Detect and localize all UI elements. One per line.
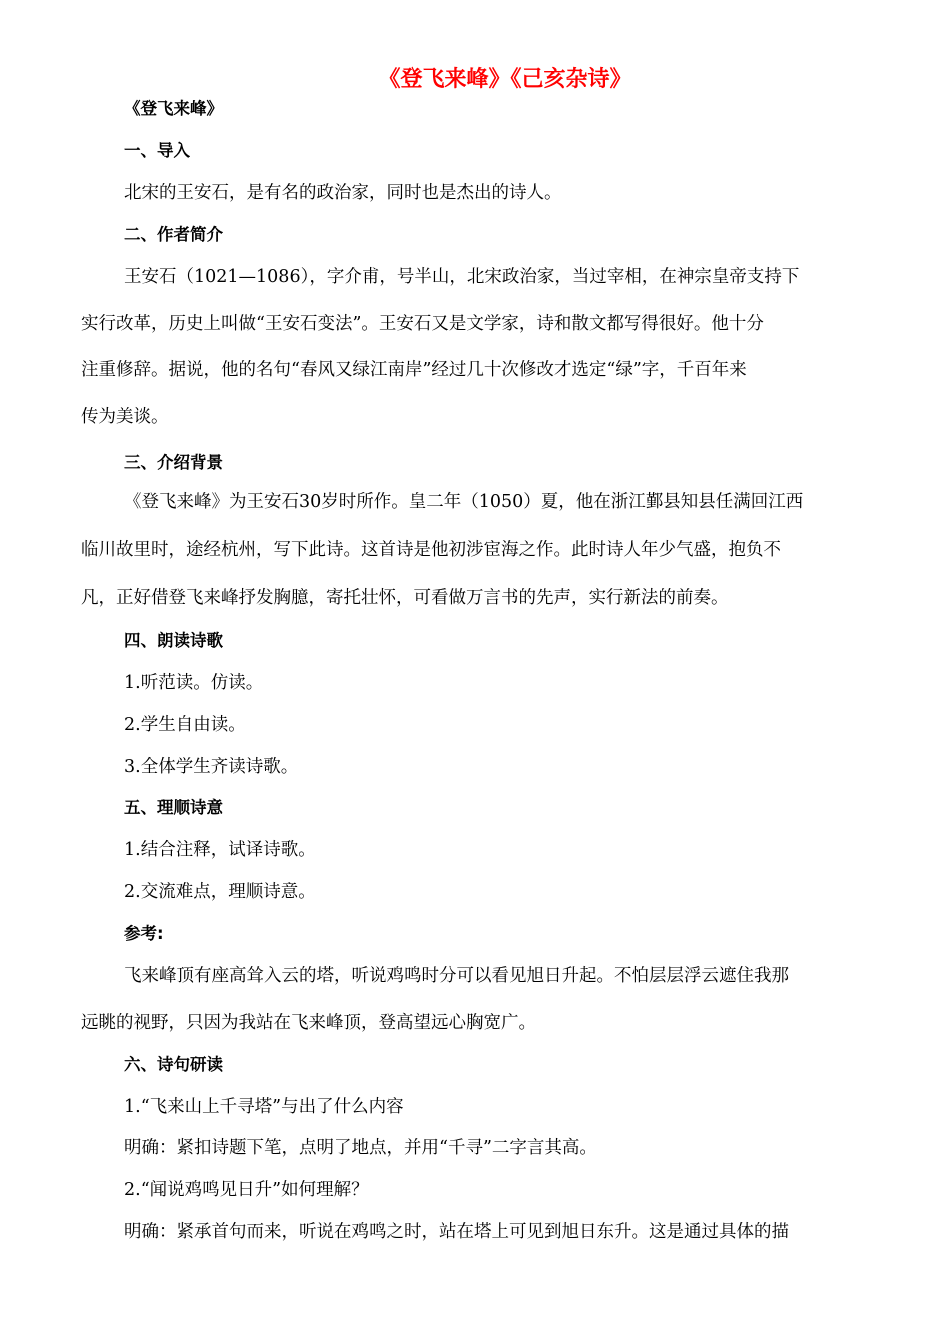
author-line: 实行改革，历史上叫做“王安石变法”。王安石又是文学家，诗和散文都写得很好。他十分 [81, 314, 764, 334]
list-item: 2.学生自由读。 [124, 715, 246, 735]
list-item: 1.听范读。仿读。 [124, 673, 264, 693]
section-heading-author: 二、作者简介 [124, 225, 223, 244]
list-item: 2.交流难点，理顺诗意。 [124, 882, 316, 902]
answer-line: 明确：紧扣诗题下笔，点明了地点，并用“千寻”二字言其高。 [124, 1138, 597, 1158]
list-item: 1.结合注释，试译诗歌。 [124, 840, 316, 860]
background-line: 临川故里时，途经杭州，写下此诗。这首诗是他初涉宦海之作。此时诗人年少气盛，抱负不 [81, 540, 781, 560]
background-line: 凡，正好借登飞来峰抒发胸臆，寄托壮怀，可看做万言书的先声，实行新法的前奏。 [81, 588, 729, 608]
section-heading-intro: 一、导入 [124, 141, 190, 160]
intro-paragraph: 北宋的王安石，是有名的政治家，同时也是杰出的诗人。 [124, 183, 562, 203]
section-heading-meaning: 五、理顺诗意 [124, 798, 223, 817]
question-line: 2.“闻说鸡鸣见日升”如何理解？ [124, 1180, 369, 1200]
section-heading-study: 六、诗句研读 [124, 1055, 223, 1074]
list-item: 3.全体学生齐读诗歌。 [124, 757, 299, 777]
author-line: 王安石（1021—1086），字介甫，号半山，北宋政治家，当过宰相，在神宗皇帝支持下 [124, 267, 800, 287]
section-heading-reading: 四、朗读诗歌 [124, 631, 223, 650]
section-heading-background: 三、介绍背景 [124, 453, 223, 472]
reference-line: 远眺的视野，只因为我站在飞来峰顶，登高望远心胸宽广。 [81, 1013, 536, 1033]
author-line: 传为美谈。 [81, 407, 169, 427]
poem-heading: 《登飞来峰》 [124, 99, 223, 118]
author-line: 注重修辞。据说，他的名句“春风又绿江南岸”经过几十次修改才选定“绿”字，千百年来 [81, 360, 747, 380]
reference-line: 飞来峰顶有座高耸入云的塔，听说鸡鸣时分可以看见旭日升起。不怕层层浮云遮住我那 [124, 966, 789, 986]
background-line: 《登飞来峰》为王安石30岁时所作。皇二年（1050）夏，他在浙江鄞县知县任满回江西 [124, 492, 804, 512]
question-line: 1.“飞来山上千寻塔”与出了什么内容 [124, 1097, 404, 1117]
document-title: 《登飞来峰》《己亥杂诗》 [378, 67, 632, 92]
reference-label: 参考: [124, 924, 164, 943]
answer-line: 明确：紧承首句而来，听说在鸡鸣之时，站在塔上可见到旭日东升。这是通过具体的描 [124, 1222, 789, 1242]
